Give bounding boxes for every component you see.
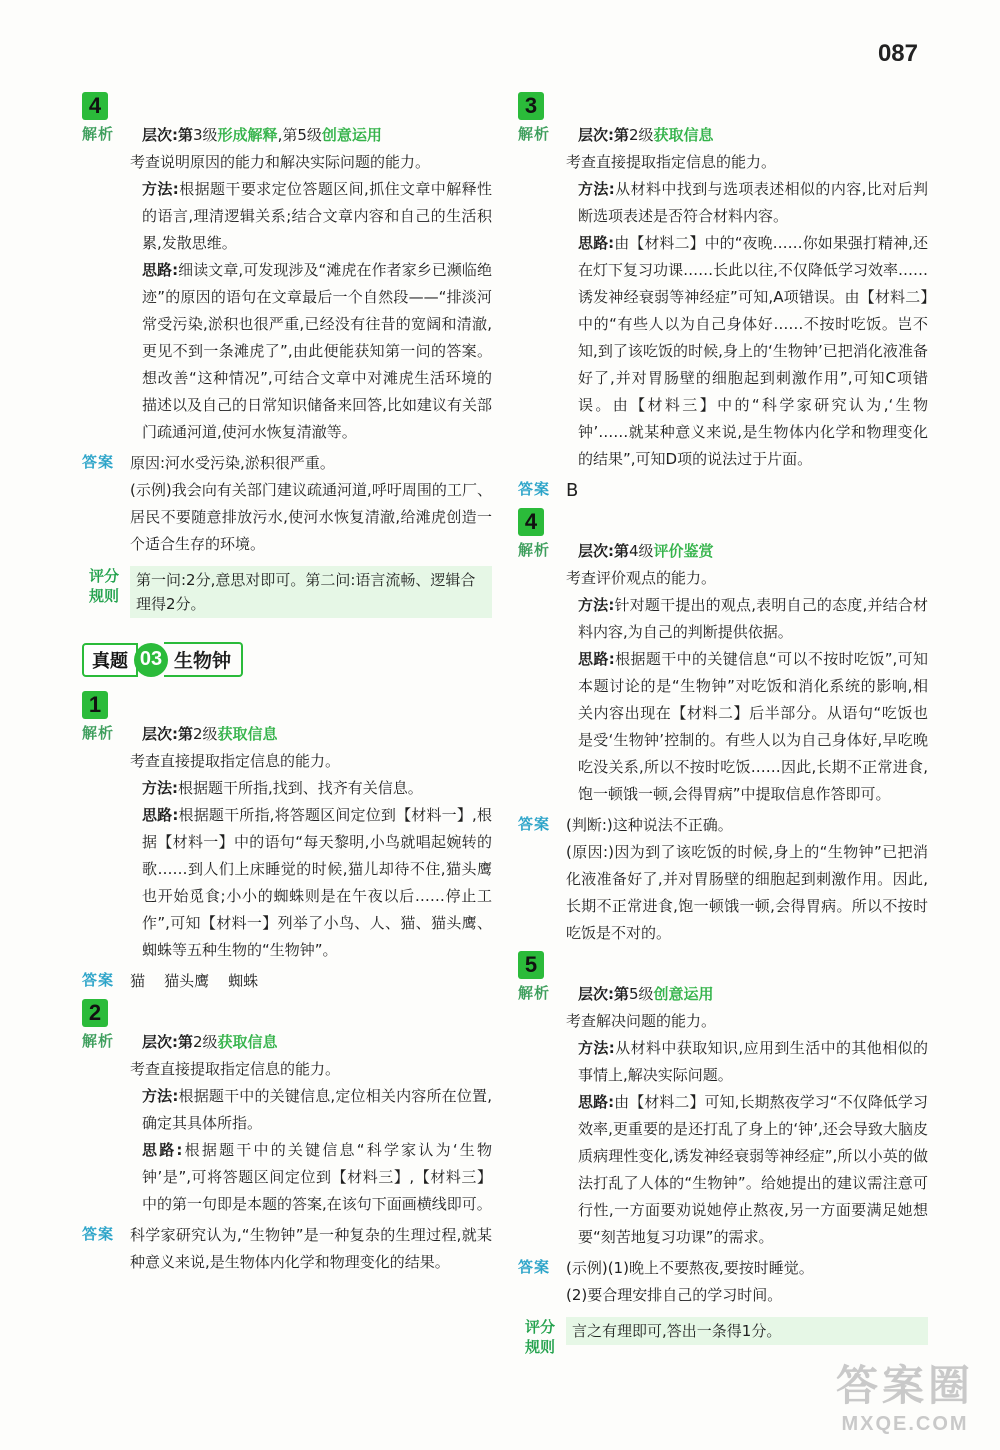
question-number: 3	[518, 92, 544, 120]
answer-block	[518, 1255, 928, 1309]
answer-block	[82, 1222, 492, 1276]
banner-number: 03	[134, 643, 168, 677]
ability-text: 考查直接提取指定信息的能力。	[130, 1060, 341, 1078]
section-banner	[82, 642, 492, 677]
answer-tag: 答案	[82, 971, 115, 989]
thinking-text: 思路:根据题干所指,将答题区间定位到【材料一】,根据【材料一】中的语句“每天黎明,小鸟就唱起婉转的歌……到人们上床睡觉的时候,猫儿却待不住,猫头鹰也开始觅食;小小的蜘蛛则是在午夜以后……停止工作”,可知【材料一】列举了小鸟、人、猫、猫头鹰、蜘蛛等五种生物的“生物钟”。	[142, 806, 492, 959]
ability-text: 考查直接提取指定信息的能力。	[130, 752, 341, 770]
answer-block	[518, 477, 928, 504]
answer-block	[518, 812, 928, 947]
question-number: 1	[82, 691, 108, 719]
answer-block	[82, 450, 492, 558]
answer-block	[82, 968, 492, 995]
analysis-block	[82, 721, 492, 964]
scoring-text: 言之有理即可,答出一条得1分。	[566, 1317, 928, 1345]
answer-text: (原因:)因为到了该吃饭的时候,身上的“生物钟”已把消化液准备好了,并对胃肠壁的细胞起到刺激作用。因此,长期不正常进食,饱一顿饿一顿,会得胃病。所以不按时吃饭是不对的。	[566, 843, 928, 942]
level-line: 层次:第2级获取信息	[142, 1033, 278, 1051]
analysis-block	[82, 1029, 492, 1218]
answer-text: 原因:河水受污染,淤积很严重。	[130, 454, 335, 472]
watermark-text: 答案圈	[835, 1362, 974, 1409]
analysis-block	[518, 538, 928, 808]
method-text: 方法:从材料中找到与选项表述相似的内容,比对后判断选项表述是否符合材料内容。	[578, 180, 928, 225]
answer-tag: 答案	[518, 1258, 551, 1276]
right-column	[518, 88, 928, 1365]
answer-text: 科学家研究认为,“生物钟”是一种复杂的生理过程,就某种意义来说,是生物体内化学和物理变化的结果。	[130, 1226, 492, 1271]
thinking-text: 思路:由【材料二】中的“夜晚……你如果强打精神,还在灯下复习功课……长此以往,不仅降低学习效率……诱发神经衰弱等神经症”可知,A项错误。由【材料二】中的“有些人以为自己身体好……不按时吃饭。岂不知,到了该吃饭的时候,身上的‘生物钟’已把消化液准备好了,并对胃肠壁的细胞起到刺激作用”,可知C项错误。由【材料三】中的“科学家研究认为,‘生物钟’……就某种意义来说,是生物体内化学和物理变化的结果”,可知D项的说法过于片面。	[578, 234, 929, 468]
analysis-tag: 解析	[518, 541, 551, 559]
method-text: 方法:针对题干提出的观点,表明自己的态度,并结合材料内容,为自己的判断提供依据。	[578, 596, 928, 641]
thinking-text: 思路:根据题干中的关键信息“科学家认为‘生物钟’是”,可将答题区间定位到【材料三】,【材料三】中的第一句即是本题的答案,在该句下面画横线即可。	[142, 1141, 493, 1213]
answer-text: (2)要合理安排自己的学习时间。	[566, 1286, 783, 1304]
left-column	[82, 88, 492, 1276]
level-line: 层次:第2级获取信息	[578, 126, 714, 144]
method-text: 方法:从材料中获取知识,应用到生活中的其他相似的事情上,解决实际问题。	[578, 1039, 928, 1084]
level-line: 层次:第5级创意运用	[578, 985, 714, 1003]
analysis-tag: 解析	[518, 984, 551, 1002]
analysis-block	[82, 122, 492, 446]
answer-tag: 答案	[518, 815, 551, 833]
answer-tag: 答案	[82, 453, 115, 471]
level-line: 层次:第2级获取信息	[142, 725, 278, 743]
scoring-text: 第一问:2分,意思对即可。第二问:语言流畅、逻辑合理得2分。	[130, 566, 492, 618]
ability-text: 考查直接提取指定信息的能力。	[566, 153, 777, 171]
analysis-block	[518, 981, 928, 1251]
ability-text: 考查说明原因的能力和解决实际问题的能力。	[130, 153, 431, 171]
thinking-text: 思路:根据题干中的关键信息“可以不按时吃饭”,可知本题讨论的是“生物钟”对吃饭和消化系统的影响,相关内容出现在【材料二】后半部分。从语句“吃饭也是受‘生物钟’控制的。有些人以为自己身体好,早吃晚吃没关系,所以不按时吃饭……因此,长期不正常进食,饱一顿饿一顿,会得胃病”中提取信息作答即可。	[578, 650, 929, 803]
question-number: 4	[518, 508, 544, 536]
level-line: 层次:第4级评价鉴赏	[578, 542, 714, 560]
analysis-tag: 解析	[82, 1032, 115, 1050]
watermark-logo	[830, 1353, 980, 1436]
scoring-tag: 评分规则	[88, 567, 119, 605]
scoring-rule	[82, 566, 492, 618]
analysis-tag: 解析	[518, 125, 551, 143]
method-text: 方法:根据题干要求定位答题区间,抓住文章中解释性的语言,理清逻辑关系;结合文章内容和自己的生活积累,发散思维。	[142, 180, 492, 252]
answer-text: (示例)(1)晚上不要熬夜,要按时睡觉。	[566, 1259, 814, 1277]
banner-label: 真题	[82, 643, 138, 677]
ability-text: 考查解决问题的能力。	[566, 1012, 717, 1030]
ability-text: 考查评价观点的能力。	[566, 569, 717, 587]
answer-text: (示例)我会向有关部门建议疏通河道,呼吁周围的工厂、居民不要随意排放污水,使河水恢复清澈,给滩虎创造一个适合生存的环境。	[130, 481, 492, 553]
answer-tag: 答案	[82, 1225, 115, 1243]
question-number: 2	[82, 999, 108, 1027]
page-number: 087	[877, 40, 918, 67]
question-number: 5	[518, 951, 544, 979]
scoring-tag: 评分规则	[524, 1318, 555, 1356]
thinking-text: 思路:细读文章,可发现涉及“滩虎在作者家乡已濒临绝迹”的原因的语句在文章最后一个自然段——“排淡河常受污染,淤积也很严重,已经没有往昔的宽阔和清澈,更见不到一条滩虎了”,由此便能获知第一问的答案。想改善“这种情况”,可结合文章中对滩虎生活环境的描述以及自己的日常知识储备来回答,比如建议有关部门疏通河道,使河水恢复清澈等。	[142, 261, 492, 441]
method-text: 方法:根据题干所指,找到、找齐有关信息。	[142, 779, 423, 797]
answer-text: 猫 猫头鹰 蜘蛛	[130, 972, 259, 990]
answer-text: B	[566, 480, 579, 501]
question-number: 4	[82, 92, 108, 120]
level-line: 层次:第3级形成解释,第5级创意运用	[142, 126, 382, 144]
banner-title: 生物钟	[164, 642, 243, 677]
thinking-text: 思路:由【材料二】可知,长期熬夜学习“不仅降低学习效率,更重要的是还打乱了身上的‘钟’,还会导致大脑皮质病理性变化,诱发神经衰弱等神经症”,所以小英的做法打乱了人体的“生物钟”。给她提出的建议需注意可行性,一方面要劝说她停止熬夜,另一方面要满足她想要“刻苦地复习功课”的需求。	[578, 1093, 928, 1246]
watermark-url: MXQE.COM	[841, 1413, 969, 1435]
analysis-tag: 解析	[82, 724, 115, 742]
method-text: 方法:根据题干中的关键信息,定位相关内容所在位置,确定其具体所指。	[142, 1087, 492, 1132]
answer-tag: 答案	[518, 480, 551, 498]
analysis-block	[518, 122, 928, 473]
answer-text: (判断:)这种说法不正确。	[566, 816, 733, 834]
analysis-tag: 解析	[82, 125, 115, 143]
